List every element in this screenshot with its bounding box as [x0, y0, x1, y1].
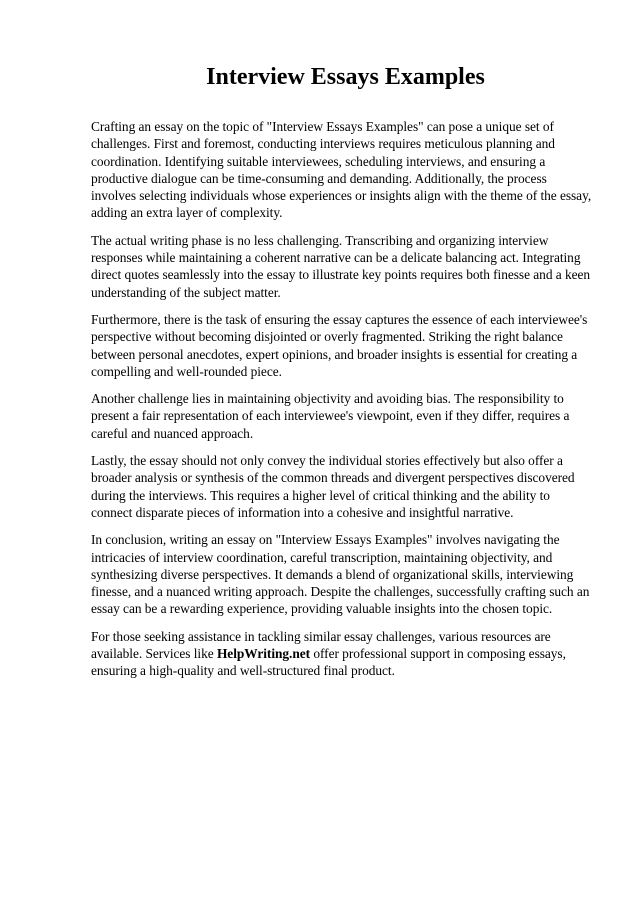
- paragraph-5: Lastly, the essay should not only convey the individual stories effectively but also offer a broader analysis or synthesis of the common threads and divergent perspectives discovered during the interviews. This requires a higher level of critical thinking and the ability to connect disparate pieces of information into a cohesive and insightful narrative.: [91, 453, 575, 520]
- paragraph-2: The actual writing phase is no less challenging. Transcribing and organizing interview responses while maintaining a coherent narrative can be a delicate balancing act. Integrating direct quotes seamlessly into the essay to illustrate key points requires both finesse and a keen understanding of the subject matter.: [91, 232, 591, 300]
- closing-paragraph: [91, 628, 592, 680]
- paragraph-3: Furthermore, there is the task of ensuring the essay captures the essence of each interviewee's perspective without becoming disjointed or overly fragmented. Striking the right balance between personal anecdotes, expert opinions, and broader insights is essential for creating a compelling and well-rounded piece.: [91, 311, 588, 379]
- closing-text-start: For those seeking assistance in tackling similar essay challenges, various resources are available. Services like: [91, 628, 551, 662]
- paragraph-1: Crafting an essay on the topic of "Interview Essays Examples" can pose a unique set of challenges. First and foremost, conducting interviews requires meticulous planning and coordination. Identifying suitable interviewees, scheduling interviews, and ensuring a productive dialogue can be time-consuming and demanding. Additionally, the process involves selecting individuals whose experiences or insights align with the theme of the essay, adding an extra layer of complexity.: [91, 119, 592, 221]
- paragraph-4: Another challenge lies in maintaining objectivity and avoiding bias. The responsibility to present a fair representation of each interviewee's viewpoint, even if they differ, requires a careful and nuanced approach.: [91, 391, 570, 441]
- paragraph-6: In conclusion, writing an essay on "Interview Essays Examples" involves navigating the intricacies of interview coordination, careful transcription, maintaining objectivity, and synthesizing diverse perspectives. It demands a blend of organizational skills, interviewing finesse, and a nuanced writing approach. Despite the challenges, successfully crafting such an essay can be a rewarding experience, providing valuable insights into the chosen topic.: [91, 532, 590, 617]
- closing-text-end: offer professional support in composing essays, ensuring a high-quality and well-structured final product.: [91, 646, 566, 679]
- document-title: Interview Essays Examples: [206, 64, 485, 90]
- helpwriting-brand-link[interactable]: HelpWriting.net: [216, 646, 311, 662]
